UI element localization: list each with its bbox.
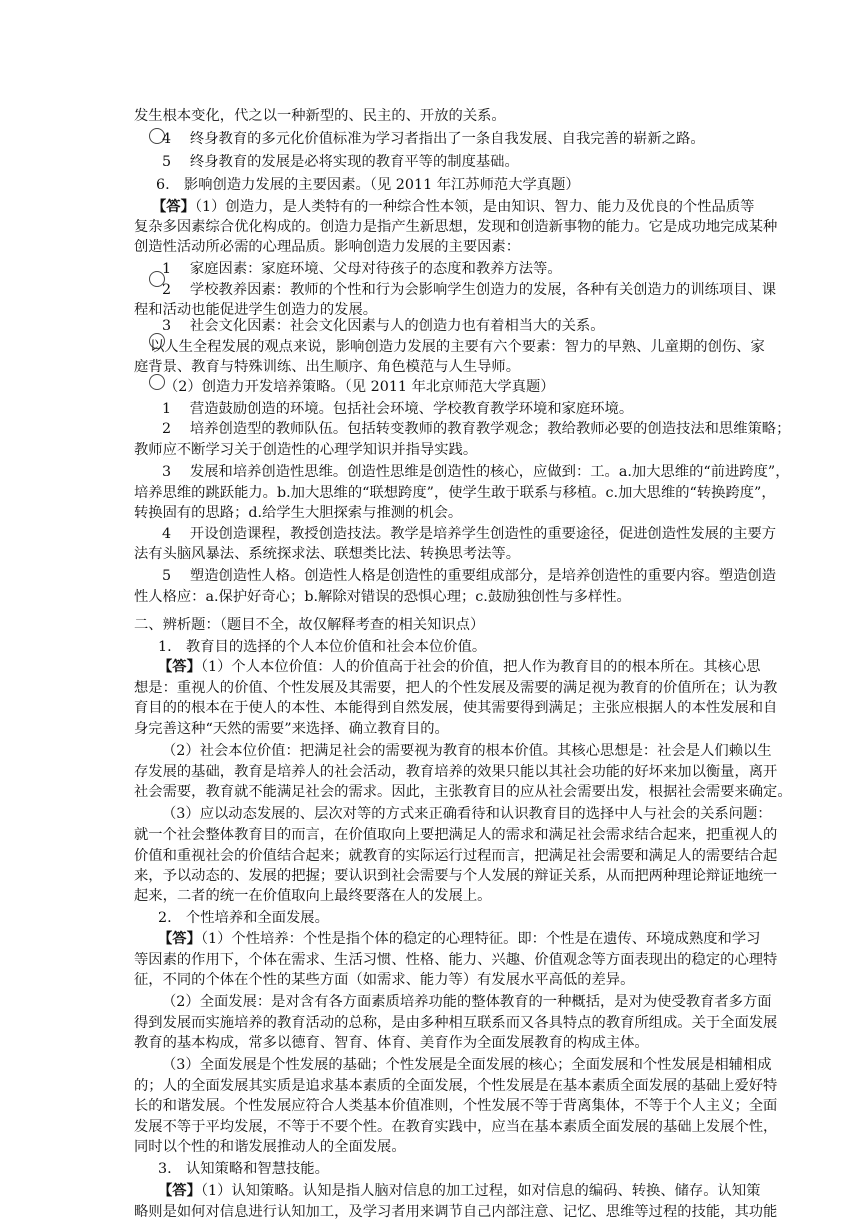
answer-marker: 【答】 [158,931,201,947]
text-line: 社会需要，教育就不能满足社会的需求。因此，主张教育目的应从社会需要出发，根据社会需要来确定。 [134,784,792,800]
text-line: 就一个社会整体教育目的而言，在价值取向上要把满足人的需求和满足社会需求结合起来，把重视人的 [134,827,778,843]
text-line: 得到发展而实施培养的教育活动的总称，是由多种相互联系而又各具特点的教育所组成。关于全面发展 [134,1015,778,1031]
text-line: 存发展的基础，教育是培养人的社会活动，教育培养的效果只能以其社会功能的好坏来加以衡量，离开 [134,764,778,780]
text-line: 创造性活动所必需的心理品质。影响创造力发展的主要因素： [134,239,521,255]
text-line: 来，予以动态的、发展的把握；要认识到社会需要与个人发展的辩证关系，从而把两种理论辩证地统一 [134,868,778,884]
text-line: 教师应不断学习关于创造性的心理学知识并指导实践。 [134,442,478,458]
text-line: 2 培养创造型的教师队伍。包括转变教师的教育教学观念；教给教师必要的创造技法和思维策略； [162,421,791,437]
text-line: 1. 教育目的选择的个人本位价值和社会本位价值。 [158,639,487,655]
text-line: 1 家庭因素：家庭环境、父母对待孩子的态度和教养方法等。 [162,261,562,277]
text-line: 法有头脑风暴法、系统探求法、联想类比法、转换思考法等。 [134,546,521,562]
text-line: 教育的基本构成，常多以德育、智育、体育、美育作为全面发展教育的构成主体。 [134,1035,649,1051]
text-line: 培养思维的跳跃能力。b.加大思维的“联想跨度”，使学生敢于联系与移植。c.加大思维的“转换跨度”， [134,485,776,501]
text-line: 等因素的作用下，个体在需求、生活习惯、性格、能力、兴趣、价值观念等方面表现出的稳定的心理特 [134,952,778,968]
text-line: 【答】（1）认知策略。认知是指人脑对信息的加工过程，如对信息的编码、转换、储存。认知策 [158,1183,761,1199]
text-line: 2 学校教养因素：教师的个性和行为会影响学生创造力的发展，各种有关创造力的训练项目、课 [162,282,777,298]
text-line: 【答】（1）个人本位价值：人的价值高于社会的价值，把人作为教育目的的根本所在。其核心思 [158,659,761,675]
text-line: 庭背景、教育与特殊训练、出生顺序、角色模范与人生导师。 [134,359,521,375]
text-line: 5 终身教育的发展是必将实现的教育平等的制度基础。 [162,154,519,170]
text-line: 3 社会文化因素：社会文化因素与人的创造力也有着相当大的关系。 [162,318,605,334]
text-line: （3）全面发展是个性发展的基础；个性发展是全面发展的核心；全面发展和个性发展是相辅相成 [162,1057,772,1073]
text-line: 2. 个性培养和全面发展。 [158,910,329,926]
text-line: 略则是如何对信息进行认知加工，及学习者用来调节自己内部注意、记忆、思维等过程的技能，其功能 [134,1204,778,1220]
text-line: （2）创造力开发培养策略。（见 2011 年北京师范大学真题） [164,379,555,395]
text-line: 身完善这种“天然的需要”来选择、确立教育目的。 [134,721,449,737]
text-line: 3 发展和培养创造性思维。创造性思维是创造性的核心，应做到：工。a.加大思维的“前进跨度”， [162,464,790,480]
text-line: 【答】（1）创造力，是人类特有的一种综合性本领，是由知识、智力、能力及优良的个性品质等 [152,199,755,215]
text-line: 起来，二者的统一在价值取向上最终要落在人的发展上。 [134,888,492,904]
text-line: 【答】（1）个性培养：个性是指个体的稳定的心理特征。即：个性是在遗传、环境成熟度和学习 [158,931,761,947]
text-line: 程和活动也能促进学生创造力的发展。 [134,302,378,318]
answer-marker: 【答】 [158,659,201,675]
text-line: 征，不同的个体在个性的某些方面（如需求、能力等）有发展水平高低的差异。 [134,972,635,988]
text-line: 4 终身教育的多元化价值标准为学习者指出了一条自我发展、自我完善的崭新之路。 [162,131,705,147]
text-line: 性人格应：a.保护好奇心；b.解除对错误的恐惧心理；c.鼓励独创性与多样性。 [134,589,631,605]
text-line: 的；人的全面发展其实质是追求基本素质的全面发展，个性发展是在基本素质全面发展的基础上爱好特 [134,1078,778,1094]
text-line: 复杂多因素综合优化构成的。创造力是指产生新思想，发现和创造新事物的能力。它是成功地完成某种 [134,219,778,235]
text-line: 价值和重视社会的价值结合起来；就教育的实际运行过程而言，把满足社会需要和满足人的需要结合起 [134,848,778,864]
text-line: 6. 影响创造力发展的主要因素。（见 2011 年江苏师范大学真题） [156,177,580,193]
text-line: 发展不等于平均发展，不等于不要个性。在教育实践中，应当在基本素质全面发展的基础上发展个性， [134,1119,778,1135]
text-line: （2）社会本位价值：把满足社会的需要视为教育的根本价值。其核心思想是：社会是人们赖以生 [162,743,772,759]
answer-marker: 【答】 [158,1183,201,1199]
text-line: 育目的的根本在于使人的本性、本能得到自然发展，使其需要得到满足；主张应根据人的本性发展和自 [134,700,778,716]
text-line: 3. 认知策略和智慧技能。 [158,1161,329,1177]
text-line: （2）全面发展：是对含有各方面素质培养功能的整体教育的一种概括，是对为使受教育者多方面 [162,994,772,1010]
text-line: 以人生全程发展的观点来说，影响创造力发展的主要有六个要素：智力的早熟、儿童期的创伤、家 [150,339,765,355]
text-line: 4 开设创造课程，教授创造技法。教学是培养学生创造性的重要途径，促进创造性发展的主要方 [162,526,777,542]
text-line: （3）应以动态发展的、层次对等的方式来正确看待和认识教育目的选择中人与社会的关系问题： [162,806,772,822]
text-line: 发生根本变化，代之以一种新型的、民主的、开放的关系。 [134,108,506,124]
text-line: 长的和谐发展。个性发展应符合人类基本价值准则，个性发展不等于背离集体，不等于个人主义；全面 [134,1098,778,1114]
text-line: 同时以个性的和谐发展推动人的全面发展。 [134,1139,406,1155]
text-line: 想是：重视人的价值、个性发展及其需要，把人的个性发展及需要的满足视为教育的价值所在；认为教 [134,680,778,696]
answer-marker: 【答】 [152,199,195,215]
section-heading: 二、辨析题：（题目不全，故仅解释考查的相关知识点） [134,617,485,633]
text-line: 5 塑造创造性人格。创造性人格是创造性的重要组成部分，是培养创造性的重要内容。塑造创造 [162,568,777,584]
text-line: 1 营造鼓励创造的环境。包括社会环境、学校教育教学环境和家庭环境。 [162,401,634,417]
text-line: 转换固有的思路；d.给学生大胆探索与推测的机会。 [134,505,463,521]
